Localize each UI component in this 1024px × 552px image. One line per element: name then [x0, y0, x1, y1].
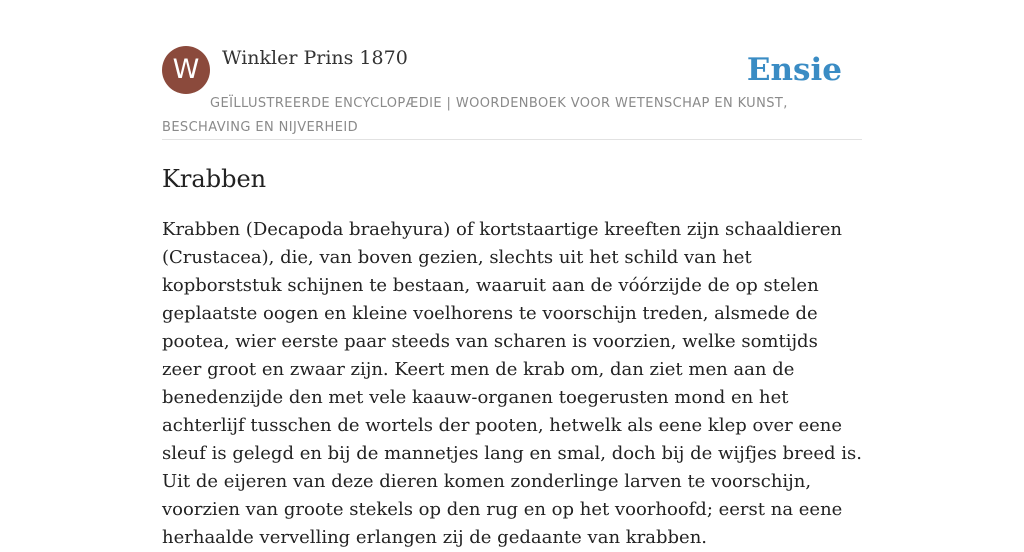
source-subtitle: GEÏLLUSTREERDE ENCYCLOPÆDIE | WOORDENBOEK VOOR WETENSCHAP EN KUNST, BESCHAVING EN NIJVERHEID: [162, 96, 788, 135]
source-title[interactable]: Winkler Prins 1870: [222, 47, 408, 69]
brand-logo[interactable]: Ensie: [746, 52, 842, 88]
source-avatar[interactable]: W: [162, 46, 210, 94]
article-title: Krabben: [162, 165, 267, 193]
header-divider: [162, 139, 862, 140]
article-body: Krabben (Decapoda braehyura) of kortstaartige kreeften zijn schaaldieren (Crustacea), die, van boven gezien, slechts uit het schild van het kopborststuk schijnen te bestaan, waaruit aan de vóórzijde de op stelen geplaatste oogen en kleine voelhorens te voorschijn treden, alsmede de pootea, wier eerste paar steeds van scharen is voorzien, welke somtijds zeer groot en zwaar zijn. Keert men de krab om, dan ziet men aan de benedenzijde den met vele kaauw-organen toegerusten mond en het achterlijf tusschen de wortels der pooten, hetwelk als eene klep over eene sleuf is gelegd en bij de mannetjes lang en smal, doch bij de wijfjes breed is. Uit de eijeren van deze dieren komen zonderlinge larven te voorschijn, voorzien van groote stekels op den rug en op het voorhoofd; eerst na eene herhaalde vervelling erlangen zij de gedaante van krabben.: [162, 219, 862, 548]
